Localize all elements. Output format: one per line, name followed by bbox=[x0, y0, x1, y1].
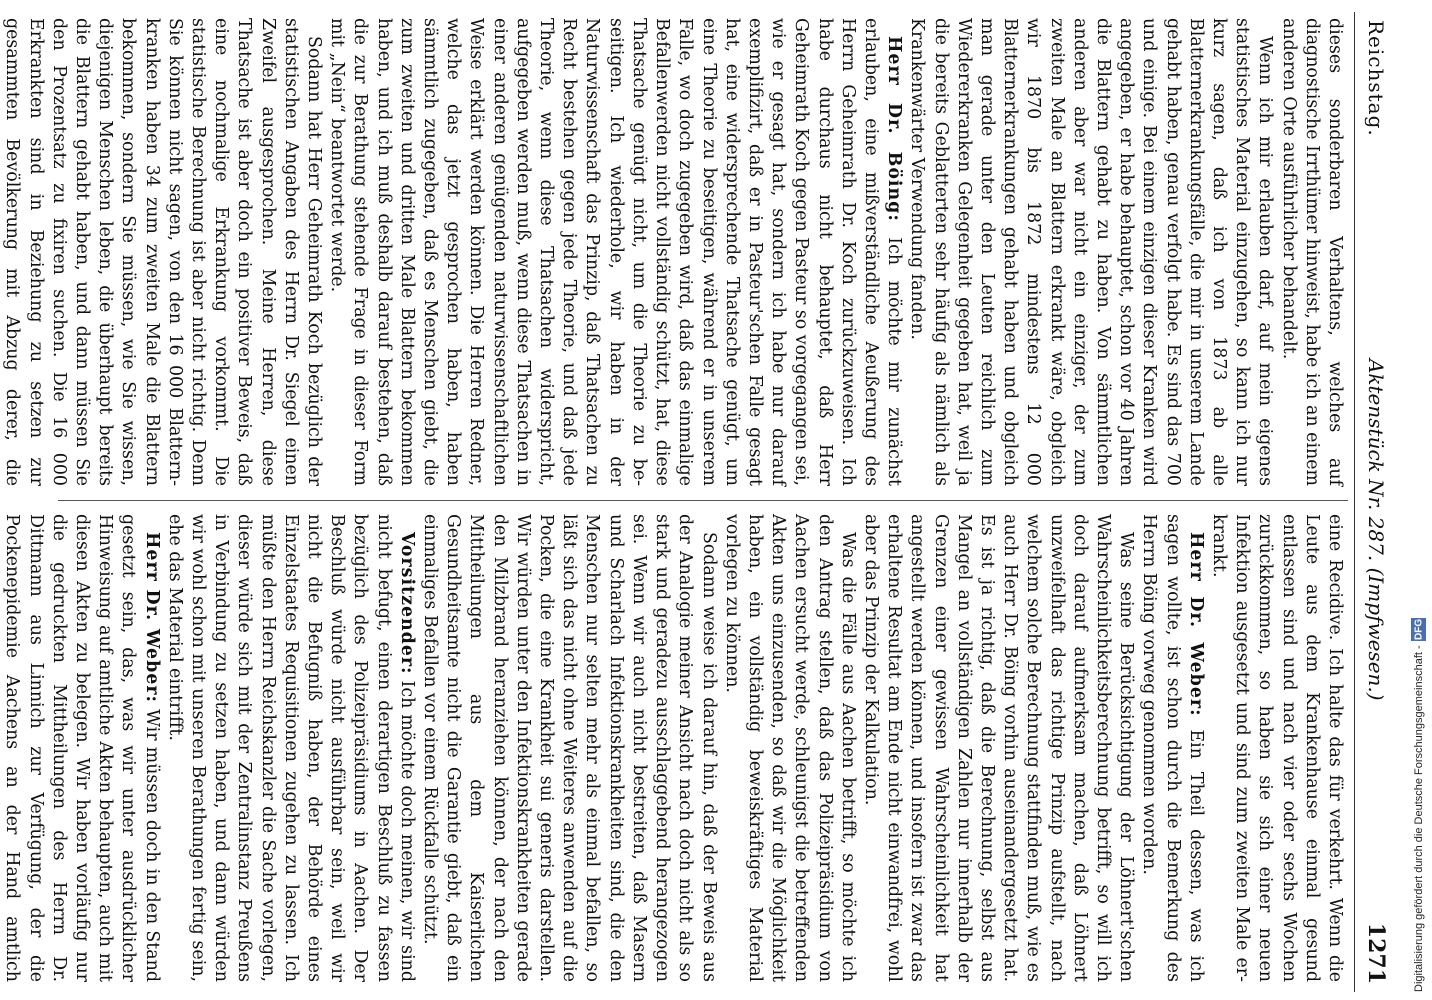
rotated-page-content bbox=[2, 12, 1398, 992]
digitization-credit bbox=[1410, 8, 1428, 992]
column-divider bbox=[58, 500, 1348, 501]
scan-margin bbox=[1406, 0, 1432, 1000]
speaker-name: Herr Dr. Böing: bbox=[884, 36, 905, 222]
speech-text: Ich möchte doch meinen, wir sind nicht befugt, einen derartigen Beschluß zu fassen bezüglich des Polizeipräsidiums in Aachen. Der Beschluß würde nicht ausführbar sein, weil wir nicht die Befugniß haben, der Behörde eines Einzelstaates Requisitionen zugehen zu lassen. Ich müßte den Herrn Reichskanzler die Sache vorlegen, dieser würde sich mit der Zentralinstanz Preußens in Verbindung zu setzen haben, und dann würden wir wohl schon mit unseren Berathungen fertig sein, ehe das Material eintrifft. bbox=[164, 514, 417, 982]
credit-text: Digitalisierung gefördert durch die Deutsche Forschungsgemeinschaft - bbox=[1413, 645, 1425, 992]
header-publication: Reichstag. bbox=[1364, 20, 1389, 137]
paragraph bbox=[325, 18, 905, 486]
speaker-name: Vorsitzender: bbox=[396, 532, 417, 675]
page-number: 1271 bbox=[1363, 922, 1390, 984]
right-column bbox=[2, 514, 1346, 982]
left-column bbox=[2, 18, 1346, 486]
page-header bbox=[1354, 12, 1398, 992]
paragraph: eine Recidive. Ich halte das für verkehrt. Wenn die Leute aus dem Krankenhause einmal gesund entlassen sind und nach vier oder sechs Wochen zurückkommen, so haben sie sich einer neuen Infektion ausgesetzt und sind zum zweiten Male erkrankt. bbox=[1208, 514, 1345, 982]
paragraph bbox=[0, 514, 163, 982]
document-page bbox=[2, 12, 1398, 992]
paragraph: Was die Fälle aus Aachen betrifft, so möchte ich den Antrag stellen, daß das Polizeipräsidium von Aachen ersucht werde, schleunigst die betreffenden Akten uns einzusenden, so daß wir die Möglichkeit haben, ein vollständig beweiskräftiges Material vorlegen zu können. bbox=[721, 514, 858, 982]
dfg-logo-badge: DFG bbox=[1413, 619, 1425, 641]
paragraph: dieses sonderbaren Verhaltens, welches auf diagnostische Irrthümer hinweist, habe ich an einem anderen Orte ausführlicher behandelt. bbox=[1278, 18, 1345, 486]
speech-text: Ein Theil dessen, was ich sagen wollte, ist schon durch die Bemerkung des Herrn Böing vorweg genommen worden. bbox=[1139, 514, 1206, 982]
speech-text: Ich möchte mir zunächst erlauben, eine mißverständliche Aeußerung des Herrn Geheimrath Dr. Koch zurückzuweisen. Ich habe durchaus nicht behauptet, daß Herr Geheimrath Koch gegen Pasteur so vorgegangen sei, wie er gesagt hat, sondern ich habe nur darauf exemplifizirt, daß er in Pasteur'schen Falle gesagt hat, eine widersprechende Thatsache genügt, um eine Theorie zu beseitigen, während er in unserem Falle, wo doch zugegeben wird, daß das einmalige Befallenwerden nicht vollständig schützt, hat, diese Thatsache genügt nicht, um die Theorie zu beseitigen. Ich wiederhole, wir haben in der Naturwissenschaft das Prinzip, daß Thatsachen zu Recht bestehen gegen jede Theorie, und daß jede Theorie, wenn diese Thatsachen widerspricht, aufgegeben werden muß, wenn diese Thatsachen in einer anderen genügenden naturwissenschaftlichen Weise erklärt werden können. Die Herren Redner, welche das jetzt gesprochen haben, haben sämmtlich zugegeben, daß es Menschen giebt, die zum zweiten und dritten Male Blattern bekommen haben, und ich muß deshalb darauf bestehen, daß die zur Berathung stehende Frage in dieser Form mit „Nein“ beantwortet werde. bbox=[327, 18, 905, 486]
paragraph: Wenn ich mir erlauben darf, auf mein eigenes statistisches Material einzugehen, so kann ich nur kurz sagen, daß ich von 1873 ab alle Blatternerkrankungsfälle, die mir in unserem Lande gehabt haben, genau verfolgt habe. Es sind das 700 und einige. Bei einem einzigen dieser Kranken wird angegeben, er habe behauptet, schon vor 40 Jahren die Blattern gehabt zu haben. Von sämmtlichen anderen aber war nicht ein einziger, der zum zweiten Male an Blattern erkrankt wäre, obgleich wir 1870 bis 1872 mindestens 12 000 Blatternerkrankungen gehabt haben und obgleich man gerade unter den Leuten reichlich zum Wiedererkranken Gelegenheit gegeben hat, weil ja die bereits Geblatterten sehr häufig als nämlich als Krankenwärter Verwendung fanden. bbox=[907, 18, 1276, 486]
speaker-name: Herr Dr. Weber: bbox=[1185, 532, 1206, 717]
paragraph: Was seine Berücksichtigung der Löhnert'schen Wahrscheinlichkeitsberechnung betrifft, so will ich doch darauf aufmerksam machen, daß Löhnert unzweifelhaft das richtige Prinzip aufstellt, nach welchem solche Berechnung stattfinden muß, wie es auch Herr Dr. Böing vorhin auseinandergesetzt hat. Es ist ja richtig, daß die Berechnung, selbst aus Mangel an vollständigen Zahlen nur innerhalb der Grenzen einer gewissen Wahrscheinlichkeit hat angestellt werden können, und insofern ist zwar das erhaltene Resultat am Ende nicht einwandfrei, wohl aber das Prinzip der Kalkulation. bbox=[860, 514, 1137, 982]
paragraph: Sodann hat Herr Geheimrath Koch bezüglich der statistischen Angaben des Herrn Dr. Siegel einen Zweifel ausgesprochen. Meine Herren, diese Thatsache ist aber doch ein positiver Beweis, daß eine nochmalige Erkrankung vorkommt. Die statistische Berechnung ist aber nicht richtig. Denn Sie können nicht sagen, von den 16 000 Blatternkranken haben 34 zum zweiten Male die Blattern bekommen, sondern Sie müssen, wie Sie wissen, diejenigen Menschen leben, die überhaupt bereits die Blattern gehabt haben, und dann müssen Sie den Prozentsatz zu fixiren suchen. Die 16 000 Erkrankten sind in Beziehung zu setzen zur gesammten Bevölkerung mit Abzug derer, die bbox=[2, 18, 325, 486]
paragraph: Sodann weise ich darauf hin, daß der Beweis aus der Analogie meiner Ansicht nach doch nicht als so stark und geradezu ausschlaggebend herangezogen sei. Wenn wir auch nicht bestreiten, daß Masern und Scharlach Infektionskrankheiten sind, die den Menschen nur selten mehr als einmal befallen, so läßt sich das nicht ohne Weiteres anwenden auf die Pocken, die eine Krankheit sui generis darstellen. Wir würden unter den Infektionskrankheiten gerade den Milzbrand heranziehen können, der nach den Mittheilungen aus dem Kaiserlichen Gesundheitsamte nicht die Garantie giebt, daß ein einmaliges Befallen vor einem Rückfalle schützt. bbox=[420, 514, 719, 982]
paragraph bbox=[163, 514, 418, 982]
paragraph bbox=[1137, 514, 1207, 982]
header-document-title: Aktenstück Nr. 287. (Impfwesen.) bbox=[1364, 358, 1389, 701]
speech-text: Wir müssen doch in den Stand gesetzt sein, das, was wir unter ausdrücklicher Hinweisung auf amtliche Akten behaupten, auch mit diesen Akten zu belegen. Wir haben vorläufig nur die gedruckten Mittheilungen des Herrn Dr. Dittmann aus Linnich zur Verfügung, der die Pockenepidemie Aachens an der Hand amtlich bbox=[2, 514, 162, 982]
speaker-name: Herr Dr. Weber: bbox=[141, 532, 162, 703]
